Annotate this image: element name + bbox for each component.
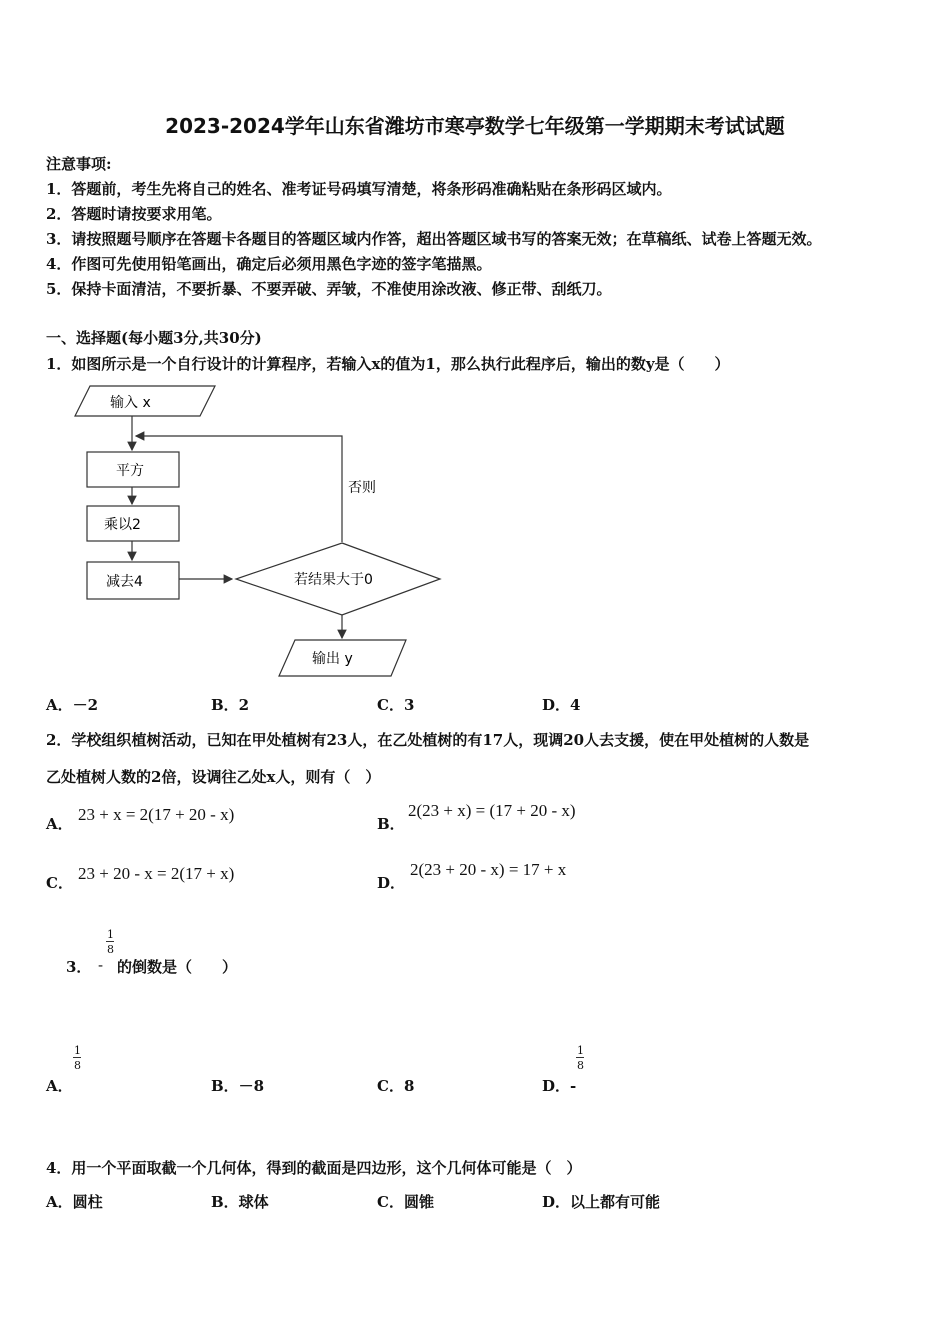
q3-d-bar	[576, 1057, 584, 1058]
q2-option-a-label[interactable]: A．	[46, 815, 73, 833]
q2-option-b-expr: 2(23 + x) = (17 + 20 - x)	[408, 801, 576, 820]
q3-option-b[interactable]: B．－8	[211, 1077, 265, 1095]
q2-option-a-expr: 23 + x = 2(17 + 20 - x)	[78, 805, 235, 824]
section-heading: 一、选择题(每小题3分,共30分)	[46, 329, 262, 347]
question-4-stem: 4．用一个平面取截一个几何体，得到的截面是四边形，这个几何体可能是（ ）	[46, 1159, 582, 1177]
notice-item-3: 3．请按照题号顺序在答题卡各题目的答题区域内作答，超出答题区域书写的答案无效；在草稿纸、试卷上答题无效。	[46, 230, 822, 248]
q3-frac-denominator: 8	[107, 943, 114, 956]
notice-item-5: 5．保持卡面清洁，不要折暴、不要弄破、弄皱，不准使用涂改液、修正带、刮纸刀。	[46, 280, 612, 298]
notice-item-4: 4．作图可先使用铅笔画出，确定后必须用黑色字迹的签字笔描黑。	[46, 255, 492, 273]
q3-option-c[interactable]: C．8	[377, 1077, 415, 1095]
q3-frac-bar	[106, 941, 114, 942]
question-3-number: 3．	[66, 958, 92, 976]
notice-item-1: 1．答题前，考生先将自己的姓名、准考证号码填写清楚，将条形码准确粘贴在条形码区域内。	[46, 180, 672, 198]
flowchart	[60, 380, 445, 680]
question-2-line2: 乙处植树人数的2倍，设调往乙处x人，则有（ ）	[46, 768, 381, 786]
q2-option-d-label[interactable]: D．	[377, 874, 406, 892]
q4-option-a[interactable]: A．圆柱	[46, 1193, 103, 1211]
notice-item-2: 2．答题时请按要求用笔。	[46, 205, 222, 223]
q2-option-b-label[interactable]: B．	[377, 815, 405, 833]
flow-step1-label: 平方	[116, 463, 144, 479]
q2-option-c-label[interactable]: C．	[46, 874, 73, 892]
flow-output-label: 输出 y	[312, 651, 353, 667]
question-3-stem: 的倒数是（ ）	[117, 958, 238, 976]
q4-option-d[interactable]: D．以上都有可能	[542, 1193, 661, 1211]
q1-option-d[interactable]: D．4	[542, 696, 581, 714]
q3-a-denominator: 8	[74, 1059, 81, 1072]
q3-minus: -	[98, 956, 104, 974]
q4-option-b[interactable]: B．球体	[211, 1193, 269, 1211]
q3-d-denominator: 8	[577, 1059, 584, 1072]
q3-a-bar	[73, 1057, 81, 1058]
q2-option-c-expr: 23 + 20 - x = 2(17 + x)	[78, 864, 235, 883]
question-2-line1: 2．学校组织植树活动，已知在甲处植树有23人，在乙处植树的有17人，现调20人去支援，使在甲处植树的人数是	[46, 731, 810, 749]
notice-heading: 注意事项:	[46, 155, 112, 173]
page-title: 2023-2024学年山东省潍坊市寒亭数学七年级第一学期期末考试试题	[165, 114, 785, 138]
q3-option-d[interactable]: D．-	[542, 1077, 577, 1095]
q3-d-numerator: 1	[577, 1044, 584, 1057]
flow-input-label: 输入 x	[110, 395, 151, 411]
q3-a-numerator: 1	[74, 1044, 81, 1057]
question-1-stem: 1．如图所示是一个自行设计的计算程序，若输入x的值为1，那么执行此程序后，输出的数y是（ ）	[46, 355, 730, 373]
flow-decision-label: 若结果大于0	[294, 572, 373, 588]
q2-option-d-expr: 2(23 + 20 - x) = 17 + x	[410, 860, 567, 879]
flow-no-label: 否则	[348, 480, 376, 496]
flow-step2-label: 乘以2	[104, 517, 141, 533]
q4-option-c[interactable]: C．圆锥	[377, 1193, 434, 1211]
q3-frac-numerator: 1	[107, 928, 114, 941]
flow-step3-label: 减去4	[106, 574, 143, 590]
q1-option-c[interactable]: C．3	[377, 696, 415, 714]
q1-option-b[interactable]: B．2	[211, 696, 250, 714]
q3-option-a[interactable]: A．	[46, 1077, 73, 1095]
q1-option-a[interactable]: A．－2	[46, 696, 99, 714]
